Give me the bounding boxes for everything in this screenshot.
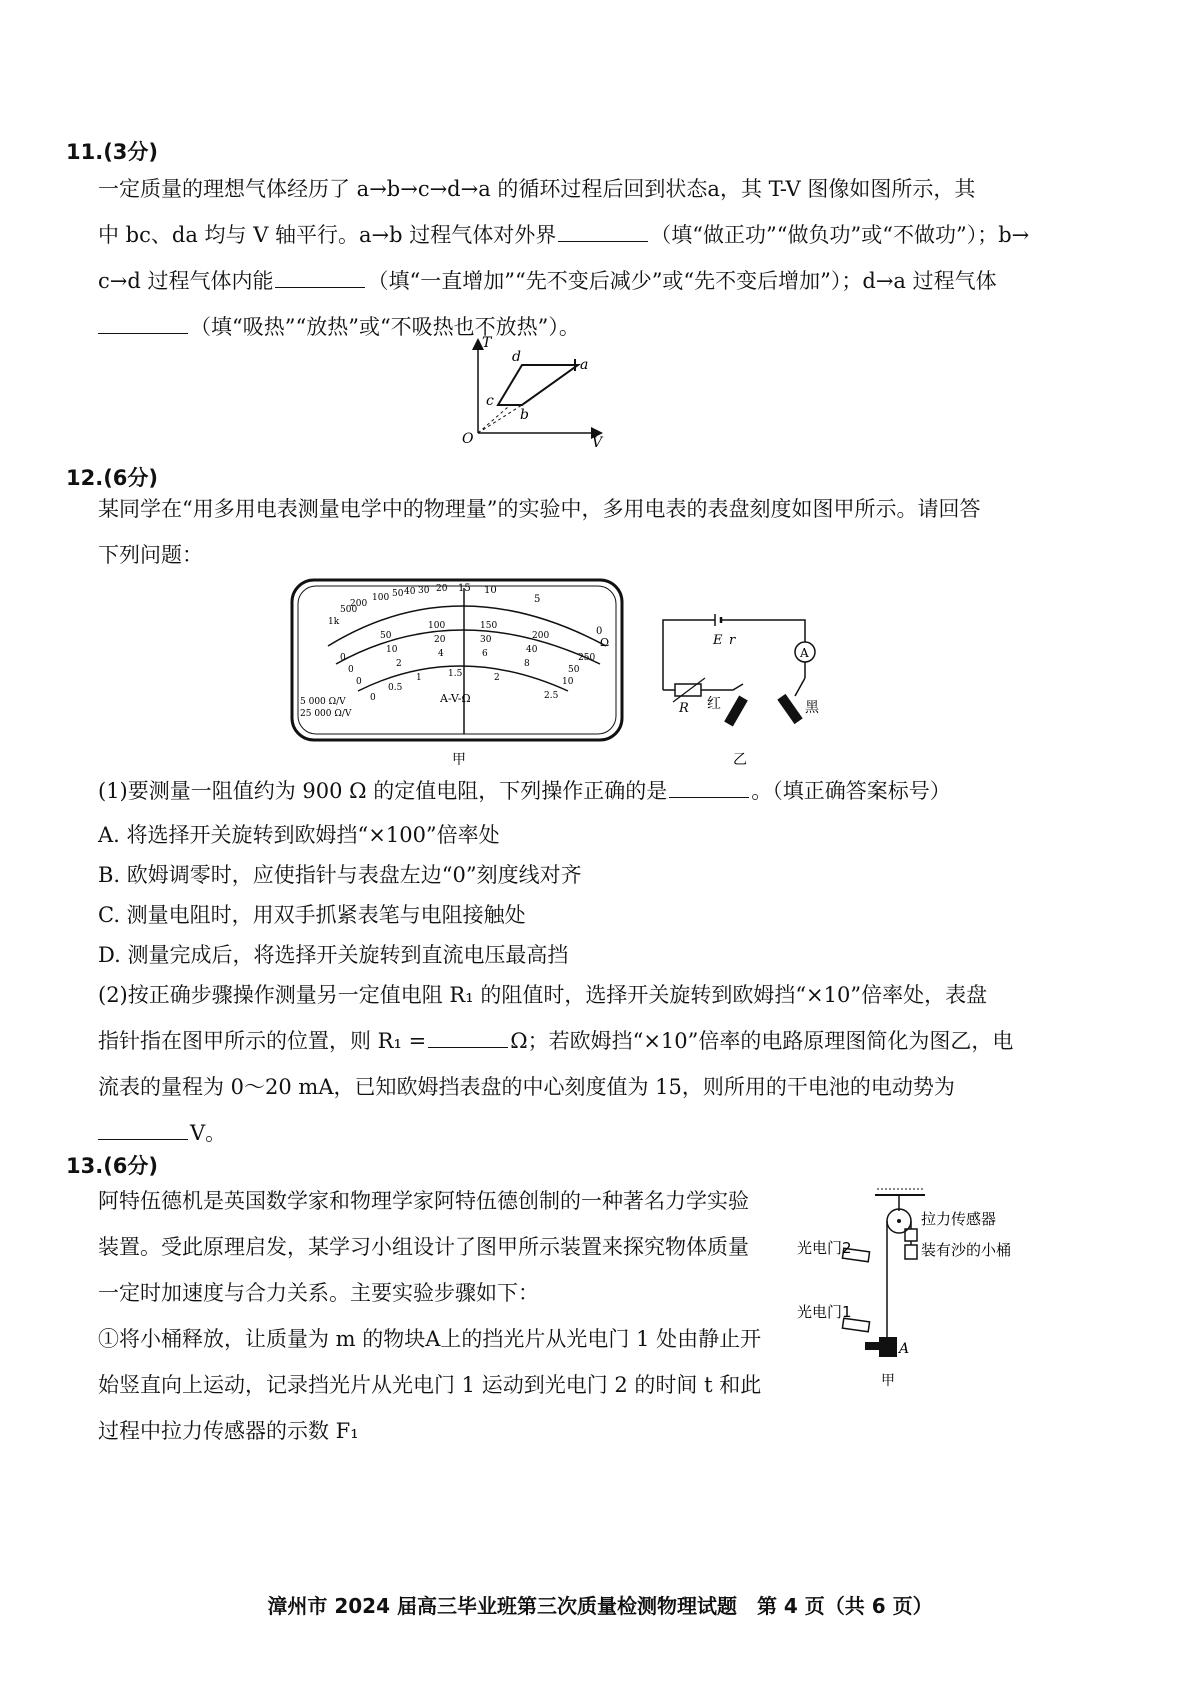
option-a: A. 将选择开关旋转到欧姆挡“×100”倍率处 [98, 823, 500, 847]
q12-sub2 [98, 972, 1108, 1156]
q11-line3b: （填“一直增加”“先不变后减少”或“先不变后增加”）；d→a 过程气体 [367, 269, 997, 293]
q11-line2 [98, 212, 1108, 258]
ohm-symbol: Ω [600, 636, 610, 649]
dc-small-8: 8 [524, 659, 530, 669]
q13-line2: 装置。受此原理启发，某学习小组设计了图甲所示装置来探究物体质量 [98, 1235, 749, 1259]
ohm-tick-500: 500 [340, 605, 358, 615]
q12-sub1-line [98, 768, 1108, 814]
q13-line1: 阿特伍德机是英国数学家和物理学家阿特伍德创制的一种著名力学实验 [98, 1189, 749, 1213]
gate1-label: 光电门1 [797, 1303, 852, 1321]
q13-header [66, 1150, 158, 1180]
q12-sub2-line1: (2)按正确步骤操作测量另一定值电阻 R₁ 的阻值时，选择开关旋转到欧姆挡“×10”倍率处，表盘 [98, 983, 988, 1007]
dc-small-4: 4 [438, 649, 444, 659]
q12-sub2-line3: 流表的量程为 0～20 mA，已知欧姆挡表盘的中心刻度值为 15，则所用的干电池的电动势为 [98, 1075, 955, 1099]
dc-tick-0: 0 [340, 653, 346, 663]
q12-sub2-line4 [98, 1110, 1108, 1156]
dc-tick-150: 150 [480, 621, 498, 631]
q11-score: (3分) [103, 140, 159, 164]
dc-scale-arc [336, 630, 600, 664]
ohm-tick-200: 200 [350, 599, 368, 609]
ammeter-label: A [800, 646, 809, 660]
ohm-tick-40: 40 [404, 587, 416, 597]
q13-number: 13. [66, 1154, 104, 1178]
meter-center-label: A-V-Ω [440, 692, 471, 705]
q13-score: (6分) [103, 1154, 159, 1178]
answer-blank-3[interactable] [98, 309, 188, 334]
label-d: d [512, 349, 521, 365]
q12-sub1 [98, 768, 1108, 814]
q13-text [98, 1178, 798, 1454]
q11-line2a: 中 bc、da 均与 V 轴平行。a→b 过程气体对外界 [98, 223, 557, 247]
option-b: B. 欧姆调零时，应使指针与表盘左边“0”刻度线对齐 [98, 863, 582, 887]
meter-caption: 甲 [452, 752, 466, 766]
q11-line1: 一定质量的理想气体经历了 a→b→c→d→a 的循环过程后回到状态a，其 T-V 图像如图所示，其 [98, 177, 976, 201]
meter-spec-1: 5 000 Ω/V [300, 697, 346, 707]
ohm-tick-1k: 1k [328, 617, 340, 627]
dc-tick-250: 250 [578, 653, 596, 663]
answer-blank-2[interactable] [275, 263, 365, 288]
red-probe [724, 696, 748, 727]
answer-blank-5[interactable] [428, 1023, 508, 1048]
ac-tick-1: 1 [416, 673, 422, 683]
q12-number: 12. [66, 466, 104, 490]
dc-low-20: 20 [434, 635, 446, 645]
cycle-path [498, 365, 578, 405]
block-a-label: A [899, 1341, 910, 1357]
ac-tick-0: 0 [370, 693, 376, 703]
label-c: c [486, 393, 494, 409]
bucket-label: 装有沙的小桶 [921, 1241, 1012, 1259]
dc-small-6: 6 [482, 649, 488, 659]
label-O: O [462, 431, 474, 447]
label-b: b [520, 407, 529, 423]
black-label: 黑 [805, 700, 819, 716]
block-a [879, 1337, 897, 1357]
circuit-caption: 乙 [733, 752, 747, 768]
option-d: D. 测量完成后，将选择开关旋转到直流电压最高挡 [98, 943, 569, 967]
answer-blank-1[interactable] [558, 217, 648, 242]
q12-sub2-l2b: Ω；若欧姆挡“×10”倍率的电路原理图简化为图乙，电 [510, 1029, 1014, 1053]
internal-r-label: r [729, 633, 736, 648]
dc-low-30: 30 [480, 635, 492, 645]
sand-bucket [905, 1245, 917, 1259]
q12-score: (6分) [103, 466, 159, 490]
q11-line2b: （填“做正功”“做负功”或“不做功”）；b→ [650, 223, 1030, 247]
resistor-label: R [679, 701, 689, 716]
ohm-tick-10: 10 [484, 585, 497, 596]
option-c: C. 测量电阻时，用双手抓紧表笔与电阻接触处 [98, 903, 526, 927]
apparatus-caption: 甲 [881, 1373, 895, 1389]
answer-blank-6[interactable] [98, 1115, 188, 1140]
ohmmeter-circuit [655, 612, 830, 787]
dc-low-40: 40 [526, 645, 538, 655]
dc-tick-200: 200 [532, 631, 550, 641]
ac-tick-2.5: 2.5 [544, 691, 559, 701]
q13-line3: 一定时加速度与合力关系。主要实验步骤如下： [98, 1281, 539, 1305]
ohm-tick-5: 5 [534, 594, 541, 605]
ohm-tick-30: 30 [418, 586, 430, 596]
page-footer: 漳州市 2024 届高三毕业班第三次质量检测物理试题 第 4 页（共 6 页） [267, 1594, 933, 1618]
tv-diagram [450, 335, 620, 450]
q11-line3 [98, 258, 1108, 304]
q13-line4: ①将小桶释放，让质量为 m 的物块A上的挡光片从光电门 1 处由静止开 [98, 1327, 762, 1351]
q13-line6: 过程中拉力传感器的示数 F₁ [98, 1419, 359, 1443]
answer-blank-4[interactable] [669, 773, 749, 798]
dc-small-2: 2 [396, 659, 402, 669]
q12-intro [98, 486, 1108, 578]
atwood-apparatus [795, 1185, 1035, 1395]
q11-line3a: c→d 过程气体内能 [98, 269, 274, 293]
dc-low-0: 0 [348, 665, 354, 675]
label-a: a [580, 357, 589, 373]
dc-small-0: 0 [356, 677, 362, 687]
dc-low-50: 50 [568, 665, 580, 675]
dc-low-10: 10 [386, 645, 398, 655]
sensor-label: 拉力传感器 [921, 1210, 997, 1228]
meter-spec-2: 25 000 Ω/V [300, 709, 352, 719]
ohm-tick-15: 15 [458, 583, 471, 594]
q12-sub2-l2a: 指针指在图甲所示的位置，则 R₁ = [98, 1029, 427, 1053]
q11-number: 11. [66, 140, 104, 164]
dc-tick-50: 50 [380, 631, 392, 641]
ac-tick-2: 2 [494, 673, 500, 683]
dc-small-10: 10 [562, 677, 574, 687]
ohm-tick-100: 100 [372, 593, 390, 603]
dc-tick-100: 100 [428, 621, 446, 631]
q11-header [66, 136, 158, 166]
q12-sub2-l4b: V。 [190, 1121, 227, 1145]
ohm-tick-20: 20 [436, 584, 448, 594]
ac-tick-0.5: 0.5 [388, 683, 403, 693]
ac-tick-1.5: 1.5 [448, 669, 463, 679]
ohm-scale-arc [328, 606, 606, 646]
emf-label: E [713, 633, 723, 648]
label-T: T [482, 335, 492, 351]
black-probe [777, 694, 802, 724]
ohm-tick-50: 50 [392, 589, 404, 599]
q13-line5: 始竖直向上运动，记录挡光片从光电门 1 运动到光电门 2 的时间 t 和此 [98, 1373, 762, 1397]
q11-line4b: （填“吸热”“放热”或“不吸热也不放热”）。 [190, 315, 580, 339]
ohm-tick-0: 0 [596, 626, 603, 637]
q12-intro1: 某同学在“用多用电表测量电学中的物理量”的实验中，多用电表的表盘刻度如图甲所示。请回答 [98, 497, 981, 521]
q11-text [98, 166, 1108, 350]
q12-sub1-end: 。（填正确答案标号） [751, 779, 951, 803]
gate2-label: 光电门2 [797, 1239, 852, 1257]
label-V: V [592, 435, 603, 450]
q12-sub1-text: (1)要测量一阻值约为 900 Ω 的定值电阻，下列操作正确的是 [98, 779, 668, 803]
q12-sub2-line2 [98, 1018, 1108, 1064]
multimeter-dial [288, 576, 626, 766]
q12-intro2: 下列问题： [98, 543, 203, 567]
red-label: 红 [707, 696, 721, 712]
